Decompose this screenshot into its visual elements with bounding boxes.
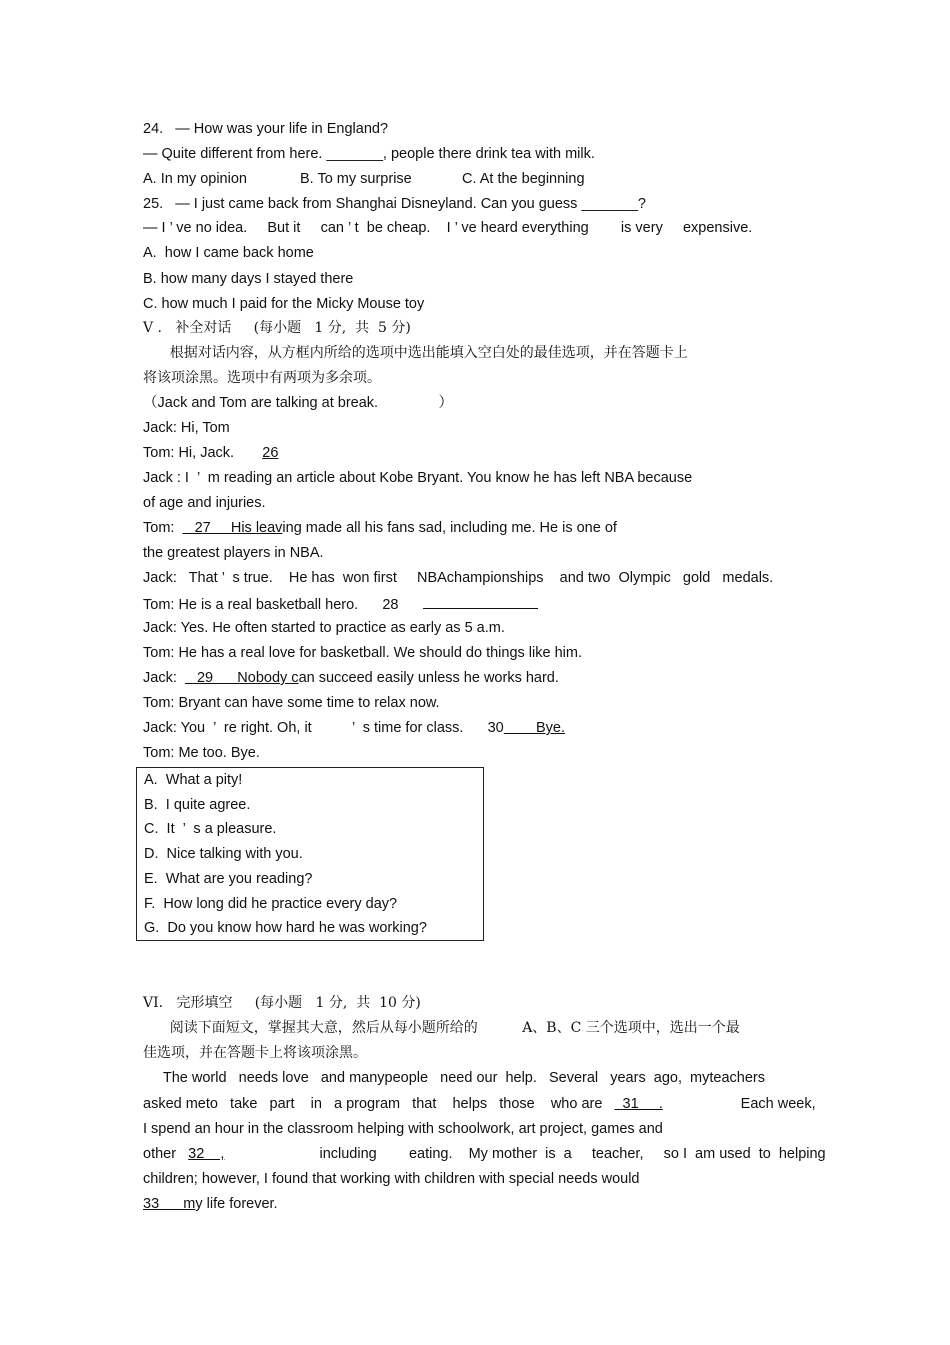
q24-option-a: A. In my opinion: [143, 171, 247, 187]
q24-option-b: B. To my surprise: [300, 171, 412, 187]
q25-answer-line: — I ’ ve no idea. But it can ’ t be cheap. I ’ ve heard everything is very expensive.: [143, 220, 753, 236]
dialogue-line-7: Jack: That ’ s true. He has won first NBAchampionships and two Olympic gold medals.: [143, 570, 774, 586]
section6-instruction-1: 阅读下面短文，掌握其大意，然后从每小题所给的 A、B、C 三个选项中，选出一个最: [143, 1020, 740, 1036]
dialogue-line-6: the greatest players in NBA.: [143, 545, 324, 561]
blank-29: 29 Nobody c: [184, 670, 299, 686]
blank-30: Bye.: [503, 720, 566, 736]
passage-line-1: The world needs love and manypeople need our help. Several years ago, myteachers: [143, 1070, 765, 1086]
section5-instruction-2: 将该项涂黑。选项中有两项为多余项。: [143, 370, 381, 386]
passage-line-2: [143, 1095, 816, 1113]
dialogue-line-3: Jack : I ’ m reading an article about Kobe Bryant. You know he has left NBA because: [143, 470, 693, 486]
dialogue-line-8: [143, 594, 538, 614]
dialogue-line-5-speaker: Tom:: [143, 520, 183, 536]
dialogue-line-13: [143, 719, 636, 737]
box-option-d: D. Nice talking with you.: [144, 846, 303, 862]
blank-26: 26: [262, 445, 279, 461]
passage-line-4-text: other: [143, 1146, 189, 1162]
blank-31: 31 .: [614, 1096, 663, 1112]
box-option-g: G. Do you know how hard he was working?: [144, 920, 427, 936]
dialogue-line-8-text: Tom: He is a real basketball hero. 28: [143, 597, 423, 613]
q25-option-a: A. how I came back home: [143, 245, 314, 261]
q24-answer-line: — Quite different from here. _______, people there drink tea with milk.: [143, 146, 595, 162]
section6-heading: VI. 完形填空 (每小题 1 分, 共 10 分): [143, 995, 421, 1011]
q25-option-b: B. how many days I stayed there: [143, 271, 354, 287]
q25-option-c: C. how much I paid for the Micky Mouse toy: [143, 296, 425, 312]
blank-27: 27 His leav: [182, 520, 283, 536]
passage-line-4: [143, 1145, 826, 1163]
blank-33: 33 m: [143, 1196, 196, 1212]
box-option-a: A. What a pity!: [144, 772, 243, 788]
dialogue-line-14: Tom: Me too. Bye.: [143, 745, 260, 761]
dialogue-line-4: of age and injuries.: [143, 495, 266, 511]
options-box: [136, 767, 484, 941]
dialogue-line-13-text: Jack: You ’ re right. Oh, it ’ s time for class. 30: [143, 720, 504, 736]
box-option-f: F. How long did he practice every day?: [144, 896, 398, 912]
q24-option-c: C. At the beginning: [462, 171, 585, 187]
dialogue-line-11: [143, 669, 559, 687]
dialogue-line-1: Jack: Hi, Tom: [143, 420, 230, 436]
dialogue-line-12: Tom: Bryant can have some time to relax now.: [143, 695, 440, 711]
box-option-c: C. It ’ s a pleasure.: [144, 821, 277, 837]
passage-line-5: children; however, I found that working with children with special needs would: [143, 1171, 640, 1187]
box-option-b: B. I quite agree.: [144, 797, 251, 813]
dialogue-line-9: Jack: Yes. He often started to practice as early as 5 a.m.: [143, 620, 505, 636]
dialogue-line-5: [143, 519, 617, 537]
box-option-e: E. What are you reading?: [144, 871, 313, 887]
passage-line-2-text: asked meto take part in a program that helps those who are: [143, 1096, 615, 1112]
section5-instruction-1: 根据对话内容，从方框内所给的选项中选出能填入空白处的最佳选项，并在答题卡上: [143, 345, 688, 361]
section5-heading: V . 补全对话 (每小题 1 分, 共 5 分): [143, 320, 411, 336]
q24-question: 24. — How was your life in England?: [143, 121, 389, 137]
passage-line-3: I spend an hour in the classroom helping with schoolwork, art project, games and: [143, 1121, 663, 1137]
dialogue-line-2: [143, 444, 379, 462]
passage-line-2-rest: Each week,: [712, 1096, 816, 1112]
blank-32: 32 ,: [188, 1146, 225, 1162]
blank-28: [423, 594, 538, 609]
dialogue-line-5-rest: ing made all his fans sad, including me. He is one of: [282, 520, 617, 536]
passage-line-6: [143, 1195, 278, 1213]
dialogue-line-11-speaker: Jack:: [143, 670, 185, 686]
dialogue-context: （Jack and Tom are talking at break. ）: [143, 395, 454, 411]
q25-question: 25. — I just came back from Shanghai Disneyland. Can you guess _______?: [143, 196, 646, 212]
dialogue-line-11-rest: an succeed easily unless he works hard.: [298, 670, 559, 686]
section6-instruction-2: 佳选项，并在答题卡上将该项涂黑。: [143, 1045, 367, 1061]
passage-line-6-rest: y life forever.: [195, 1196, 278, 1212]
passage-line-4-rest: including eating. My mother is a teacher, so I am used to helping: [271, 1146, 826, 1162]
dialogue-line-2-text: Tom: Hi, Jack.: [143, 445, 263, 461]
dialogue-line-10: Tom: He has a real love for basketball. We should do things like him.: [143, 645, 582, 661]
